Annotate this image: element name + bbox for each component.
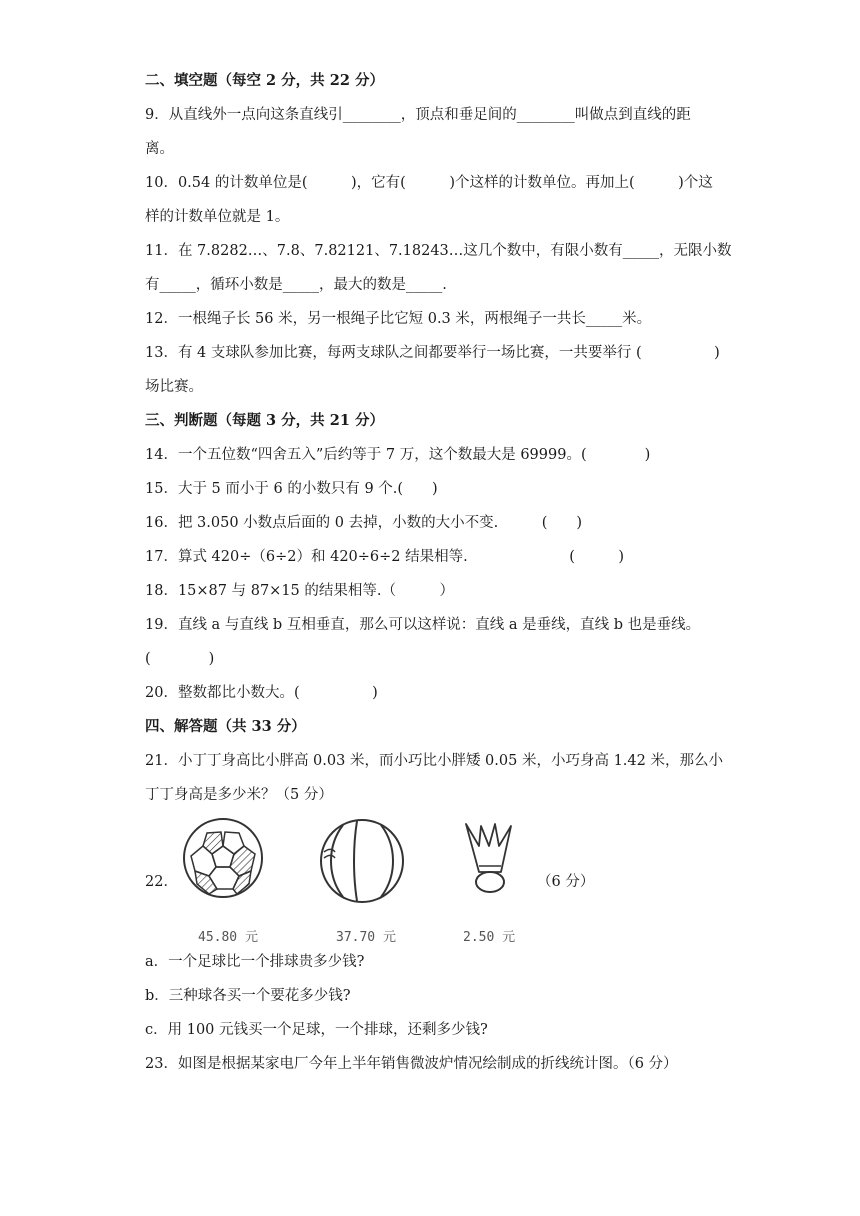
question-9-line2: 离。: [145, 141, 174, 157]
question-9-line1: 9．从直线外一点向这条直线引________，顶点和垂足间的________叫做点到直线的距: [145, 107, 691, 123]
question-22-b: b．三种球各买一个要花多少钱?: [145, 988, 351, 1004]
question-12-line1: 12．一根绳子长 56 米，另一根绳子比它短 0.3 米，两根绳子一共长_____米。: [145, 311, 652, 327]
question-11-line1: 11．在 7.8282…、7.8、7.82121、7.18243…这几个数中，有限小数有_____，无限小数: [145, 243, 732, 259]
question-22-a: a．一个足球比一个排球贵多少钱?: [145, 954, 365, 970]
question-13-line1: 13．有 4 支球队参加比赛，每两支球队之间都要举行一场比赛，一共要举行 ( ): [145, 345, 720, 361]
question-20-line1: 20．整数都比小数大。( ): [145, 685, 378, 701]
question-11-line2: 有_____，循环小数是_____，最大的数是_____.: [145, 277, 447, 293]
section-2-title: 二、填空题（每空 2 分，共 22 分）: [145, 72, 384, 89]
question-21-line1: 21．小丁丁身高比小胖高 0.03 米，而小巧比小胖矮 0.05 米，小巧身高 1.42 米，那么小: [145, 753, 723, 769]
question-10-line2: 样的计数单位就是 1。: [145, 209, 290, 225]
volleyball-icon: [315, 816, 409, 906]
question-22-number: 22．: [145, 874, 178, 890]
question-10-line1: 10．0.54 的计数单位是( )，它有( )个这样的计数单位。再加上( )个这: [145, 175, 713, 191]
question-14-line1: 14．一个五位数“四舍五入”后约等于 7 万，这个数最大是 69999。( ): [145, 447, 651, 463]
section-4-title: 四、解答题（共 33 分）: [145, 718, 306, 735]
shuttlecock-price: 2.50 元: [463, 930, 516, 945]
shuttlecock-icon: [463, 820, 515, 896]
question-19-line2: ( ): [145, 651, 215, 667]
question-18-line1: 18．15×87 与 87×15 的结果相等.（ ）: [145, 583, 454, 599]
question-13-line2: 场比赛。: [145, 379, 203, 395]
question-22-c: c．用 100 元钱买一个足球，一个排球，还剩多少钱?: [145, 1022, 488, 1038]
question-22-points: （6 分）: [537, 874, 595, 890]
question-21-line2: 丁丁身高是多少米？（5 分）: [145, 787, 333, 803]
volleyball-price: 37.70 元: [336, 930, 396, 945]
question-19-line1: 19．直线 a 与直线 b 互相垂直，那么可以这样说：直线 a 是垂线，直线 b 也是垂线。: [145, 617, 701, 633]
question-15-line1: 15．大于 5 而小于 6 的小数只有 9 个.( ): [145, 481, 438, 497]
question-16-line1: 16．把 3.050 小数点后面的 0 去掉，小数的大小不变. ( ): [145, 515, 583, 531]
football-icon: [181, 816, 265, 900]
question-23-line1: 23．如图是根据某家电厂今年上半年销售微波炉情况绘制成的折线统计图。（6 分）: [145, 1056, 678, 1072]
question-22-figure: [145, 816, 745, 948]
football-price: 45.80 元: [198, 930, 258, 945]
section-3-title: 三、判断题（每题 3 分，共 21 分）: [145, 412, 384, 429]
question-17-line1: 17．算式 420÷（6÷2）和 420÷6÷2 结果相等. ( ): [145, 549, 625, 565]
